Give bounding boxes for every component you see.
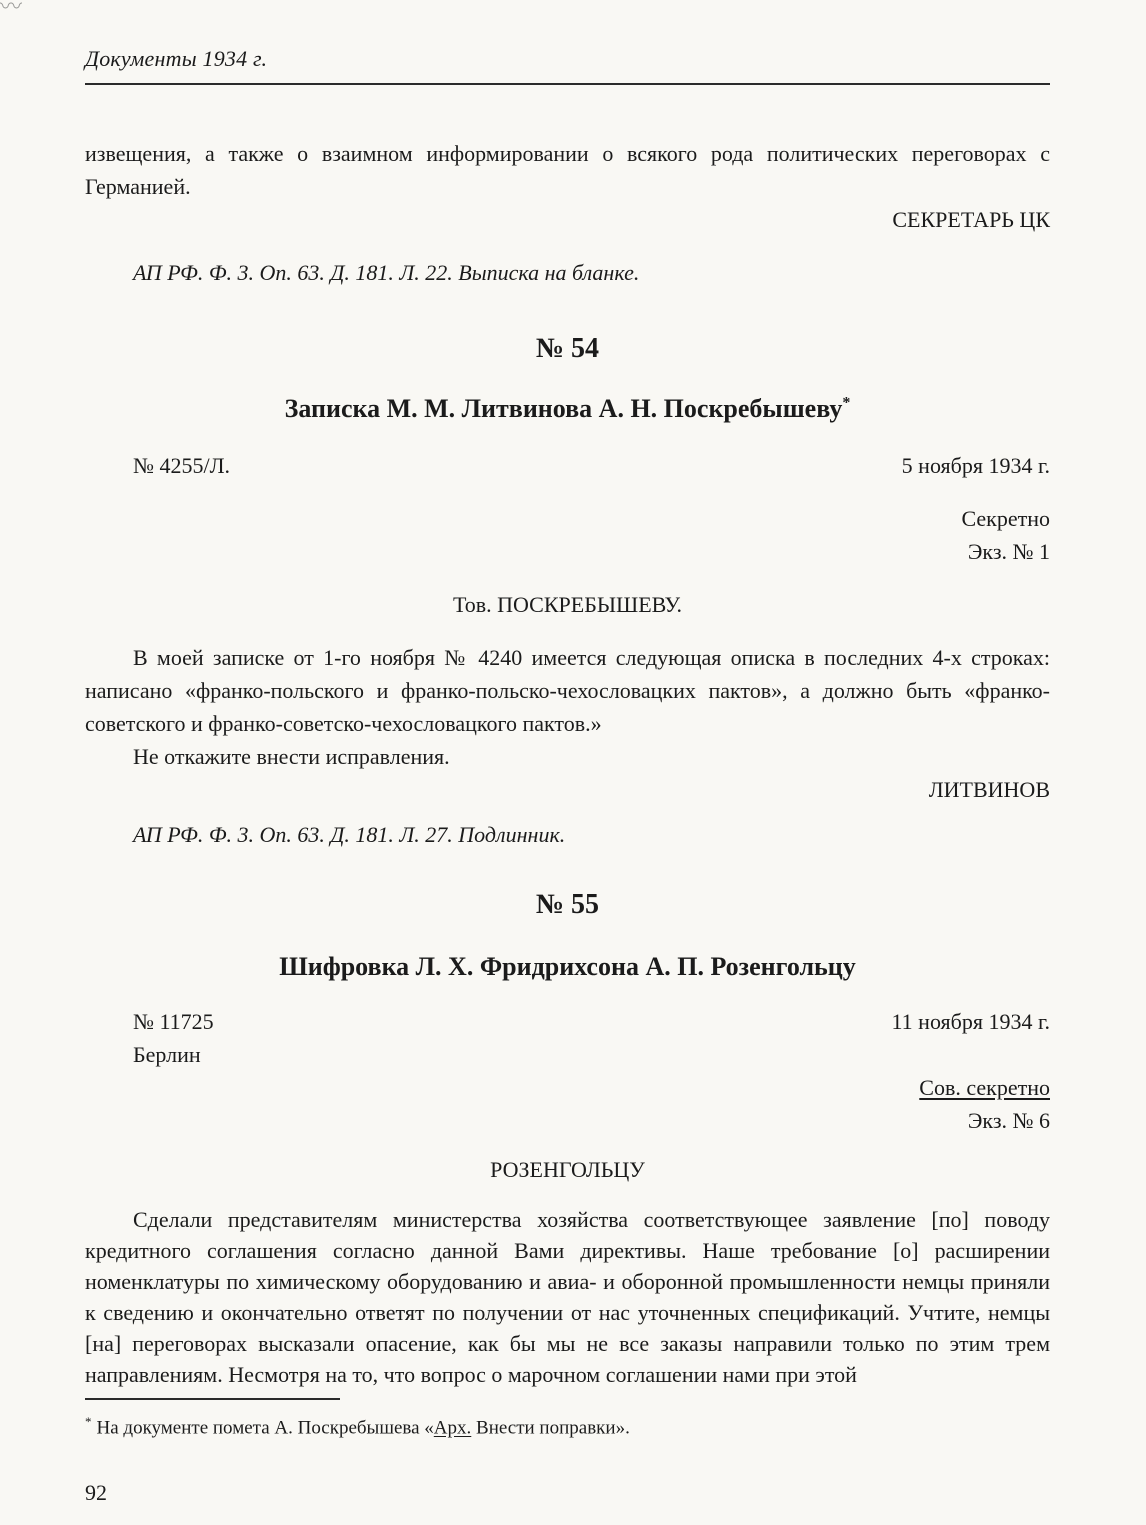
prev-doc-signature: СЕКРЕТАРЬ ЦК (892, 207, 1050, 232)
doc54-copy-number: Экз. № 1 (967, 539, 1050, 564)
page-number: 92 (85, 1480, 107, 1505)
footnote-rule (85, 1398, 340, 1400)
doc55-ref-block (85, 1005, 214, 1071)
doc55-date: 11 ноября 1934 г. (891, 1009, 1050, 1034)
doc55-addressee: РОЗЕНГОЛЬЦУ (490, 1157, 645, 1182)
doc55-secrecy-text: Сов. секретно (919, 1075, 1050, 1100)
footnote-area (85, 1398, 1050, 1441)
doc54-meta-row (85, 449, 1050, 482)
doc55-ref-number: № 11725 (133, 1009, 214, 1034)
doc54-footnote-marker: * (842, 394, 851, 412)
doc55-meta-row (85, 1005, 1050, 1071)
running-header: Документы 1934 г. (85, 46, 1050, 85)
doc54-date: 5 ноября 1934 г. (901, 453, 1050, 478)
doc54-title-text: Записка М. М. Литвинова А. Н. Поскребышеву (284, 394, 843, 423)
footnote (85, 1409, 1050, 1441)
doc55-copy-number: Экз. № 6 (967, 1108, 1050, 1133)
prev-doc-body: извещения, а также о взаимном информировании о всякого рода политических переговорах с Германией. (85, 141, 1050, 199)
doc55-place: Берлин (133, 1042, 201, 1067)
doc55-paragraph-1: Сделали представителям министерства хозяйства соответствующее заявление [по] поводу кредитного соглашения согласно данной Вами директивы. Наше требование [о] расширении номенклатуры по химическому оборудованию и авиа- и оборонной промышленности немцы приняли к сведению и окончательно ответят по получении от нас уточненных спецификаций. Учтите, немцы [на] переговорах высказали опасение, как бы мы не все заказы направили только по этим трем направлениям. Несмотря на то, что вопрос о марочном соглашении нами при этой (85, 1207, 1050, 1387)
doc54-addressee: Тов. ПОСКРЕБЫШЕВУ. (452, 592, 683, 617)
prev-doc-archive-ref: АП РФ. Ф. 3. Оп. 63. Д. 181. Л. 22. Выписка на бланке. (133, 260, 640, 285)
footnote-text-suffix: Внести поправки». (471, 1417, 630, 1439)
footnote-text-prefix: На документе помета А. Поскребышева « (96, 1417, 434, 1439)
doc55-number: № 55 (535, 889, 600, 920)
doc54-archive-ref: АП РФ. Ф. 3. Оп. 63. Д. 181. Л. 27. Подлинник. (133, 822, 566, 847)
footnote-underlined-text: Арх. (433, 1417, 472, 1439)
scan-artifact: 〰 (0, 0, 23, 19)
footnote-marker: * (85, 1414, 92, 1429)
doc54-signature: ЛИТВИНОВ (928, 777, 1050, 802)
doc54-title (85, 391, 1050, 427)
doc54-secrecy-stamp: Секретно (961, 506, 1050, 531)
doc54-paragraph-2: Не откажите внести исправления. (133, 744, 450, 769)
doc54-paragraph-1: В моей записке от 1-го ноября № 4240 имеется следующая описка в последних 4-х строках: написано «франко-польского и франко-польско-чехословацких пактов», а должно быть «франко-советского и франко-советско-чехословацкого пактов.» (85, 645, 1050, 736)
doc55-secrecy-stamp (85, 1071, 1050, 1104)
doc54-ref-number: № 4255/Л. (133, 453, 231, 478)
doc54-number: № 54 (535, 333, 600, 364)
doc55-title: Шифровка Л. Х. Фридрихсона А. П. Розенгольцу (279, 952, 856, 981)
